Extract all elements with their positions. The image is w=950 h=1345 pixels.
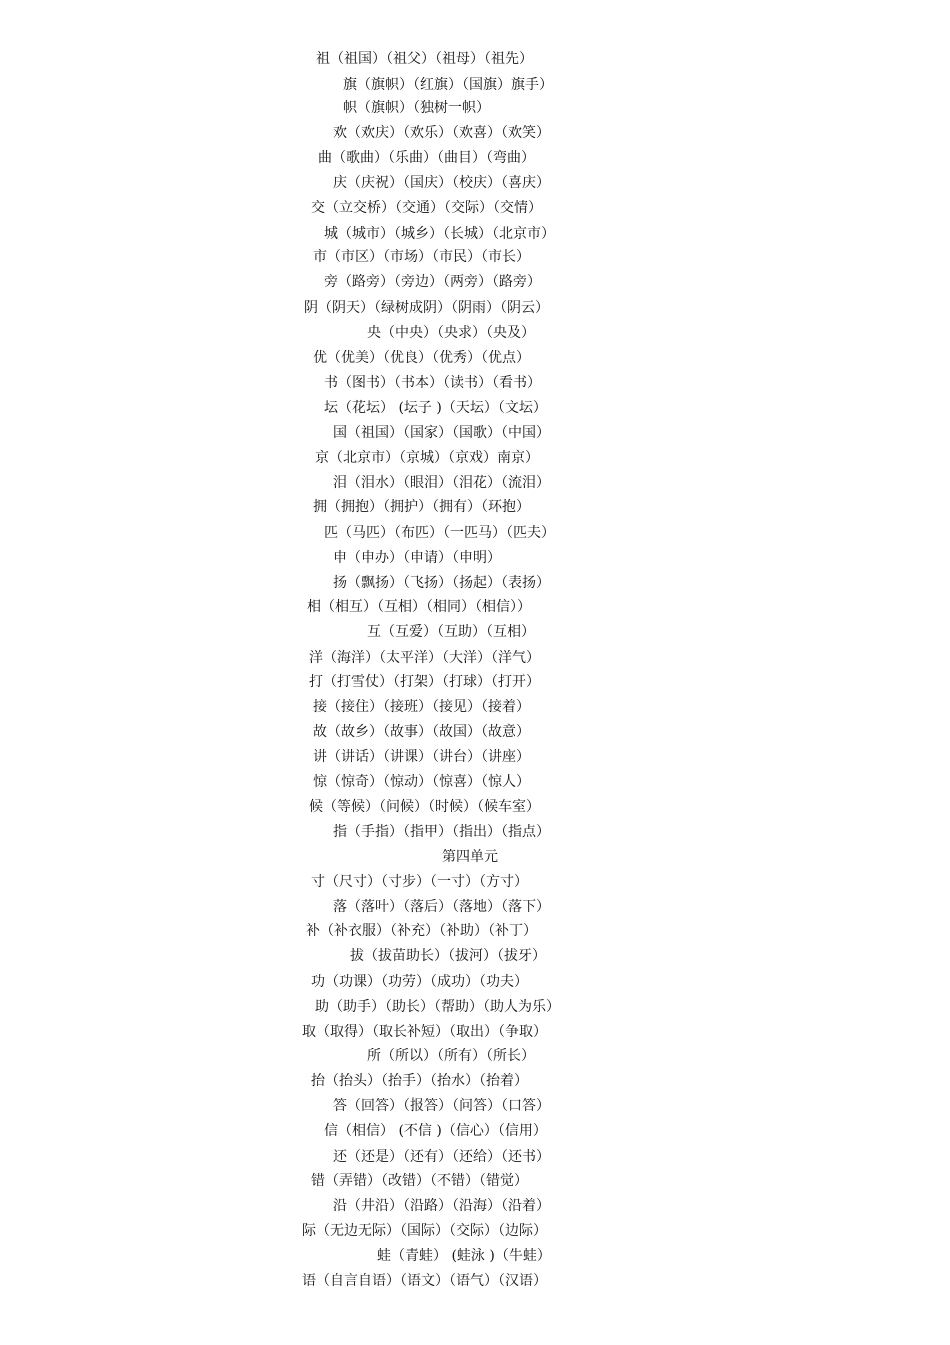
- text-line: 祖（祖国）（祖父）（祖母）（祖先）: [316, 51, 533, 67]
- text-line: 打（打雪仗）（打架）（打球）（打开）: [309, 674, 540, 690]
- text-line: 曲（歌曲）（乐曲）（曲目）（弯曲）: [318, 150, 535, 166]
- text-line: 匹（马匹）（布匹）（一匹马）（匹夫）: [324, 525, 555, 541]
- text-line: 坛（花坛） (坛子 )（天坛）（文坛）: [324, 400, 547, 416]
- text-line: 还（还是）（还有）（还给）（还书）: [333, 1149, 550, 1165]
- text-line: 相（相互）（互相）（相同）（相信））: [307, 599, 531, 615]
- text-line: 候（等候）（问候）（时候）（候车室）: [309, 799, 540, 815]
- text-line: 申（申办）（申请）（申明）: [333, 550, 501, 566]
- text-line: 旗（旗帜）（红旗）（国旗）旗手）: [343, 77, 553, 93]
- text-line: 阴（阴天）（绿树成阴）（阴雨）（阴云）: [304, 300, 549, 316]
- section-heading: 第四单元: [442, 849, 498, 865]
- text-line: 洋（海洋）（太平洋）（大洋）（洋气）: [309, 650, 540, 666]
- text-line: 泪（泪水）（眼泪）（泪花）（流泪）: [333, 475, 550, 491]
- text-line: 市（市区）（市场）（市民）（市长）: [313, 249, 530, 265]
- text-line: 拔（拔苗助长）（拔河）（拔牙）: [350, 948, 546, 964]
- text-line: 寸（尺寸）（寸步）（一寸）（方寸）: [311, 874, 528, 890]
- text-line: 际（无边无际）（国际）（交际）（边际）: [302, 1223, 547, 1239]
- text-line: 拥（拥抱）（拥护）（拥有）（环抱）: [313, 499, 530, 515]
- text-line: 语（自言自语）（语文）（语气）（汉语）: [302, 1273, 547, 1289]
- text-line: 沿（井沿）（沿路）（沿海）（沿着）: [333, 1198, 550, 1214]
- text-line: 补（补衣服）（补充）（补助）（补丁）: [306, 923, 537, 939]
- text-line: 讲（讲话）（讲课）（讲台）（讲座）: [313, 749, 530, 765]
- text-line: 信（相信） (不信 )（信心）（信用）: [324, 1123, 547, 1139]
- text-line: 城（城市）（城乡）（长城）（北京市）: [324, 226, 555, 242]
- text-line: 京（北京市）（京城）（京戏）南京）: [315, 450, 539, 466]
- text-line: 所（所以）（所有）（所长）: [367, 1048, 535, 1064]
- text-line: 取（取得）（取长补短）（取出）（争取）: [302, 1024, 547, 1040]
- text-line: 功（功课）（功劳）（成功）（功夫）: [311, 974, 528, 990]
- text-line: 接（接住）（接班）（接见）（接着）: [313, 699, 530, 715]
- text-line: 国（祖国）（国家）（国歌）（中国）: [333, 425, 550, 441]
- text-line: 答（回答）（报答）（问答）（口答）: [333, 1098, 550, 1114]
- text-line: 落（落叶）（落后）（落地）（落下）: [333, 899, 550, 915]
- text-line: 庆（庆祝）（国庆）（校庆）（喜庆）: [333, 175, 550, 191]
- text-line: 指（手指）（指甲）（指出）（指点）: [333, 824, 550, 840]
- text-line: 蛙（青蛙） (蛙泳 )（牛蛙）: [377, 1248, 551, 1264]
- text-line: 惊（惊奇）（惊动）（惊喜）（惊人）: [313, 774, 530, 790]
- text-line: 扬（飘扬）（飞扬）（扬起）（表扬）: [333, 575, 550, 591]
- text-line: 助（助手）（助长）（帮助）（助人为乐）: [315, 999, 560, 1015]
- text-line: 错（弄错）（改错）（不错）（错觉）: [311, 1173, 528, 1189]
- text-line: 书（图书）（书本）（读书）（看书）: [324, 375, 541, 391]
- text-line: 抬（抬头）（抬手）（抬水）（抬着）: [311, 1073, 528, 1089]
- text-line: 央（中央）（央求）（央及）: [367, 325, 535, 341]
- text-line: 优（优美）（优良）（优秀）（优点）: [313, 350, 530, 366]
- text-line: 帜（旗帜）（独树一帜）: [343, 100, 490, 116]
- text-line: 互（互爱）（互助）（互相）: [367, 624, 535, 640]
- text-line: 交（立交桥）（交通）（交际）（交情）: [311, 200, 542, 216]
- text-line: 旁（路旁）（旁边）（两旁）（路旁）: [324, 274, 541, 290]
- text-line: 故（故乡）（故事）（故国）（故意）: [313, 724, 530, 740]
- text-line: 欢（欢庆）（欢乐）（欢喜）（欢笑）: [333, 125, 550, 141]
